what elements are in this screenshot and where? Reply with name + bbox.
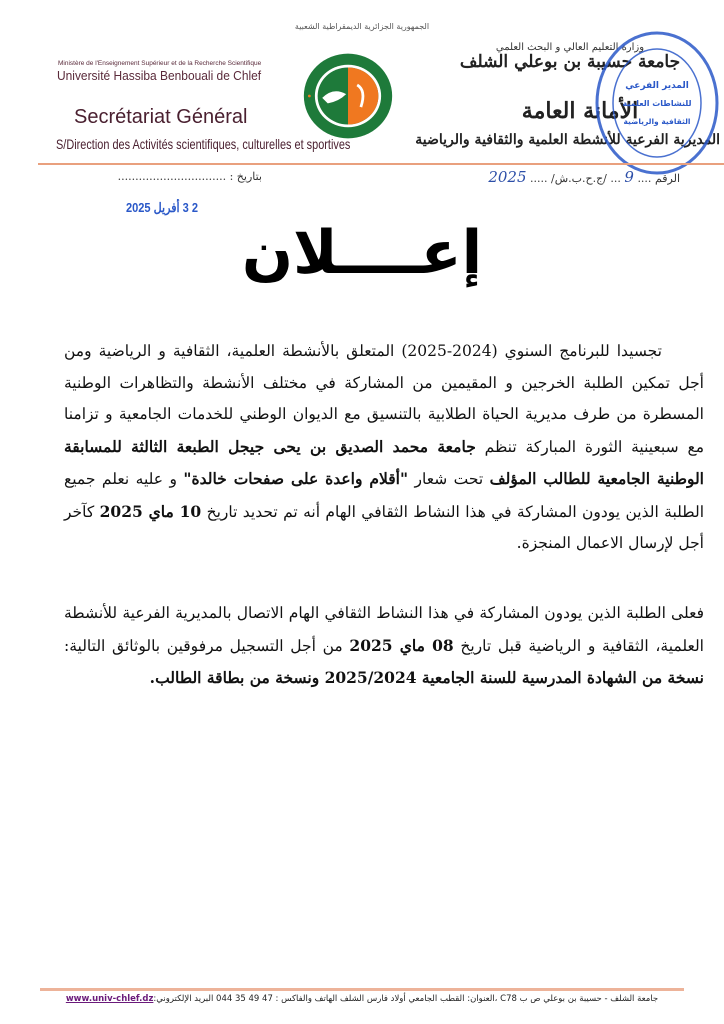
p1-slogan: "أقلام واعدة على صفحات خالدة"	[183, 469, 409, 488]
date-label: بتاريخ :	[229, 170, 262, 183]
subdirection-fr: S/Direction des Activités scientifiques, culturelles et sportives	[56, 136, 351, 152]
announcement-title: إعــــلان	[241, 218, 483, 288]
footer-divider	[40, 988, 684, 991]
reference-handwritten-number: 9	[624, 168, 634, 186]
date-field	[112, 170, 262, 183]
university-logo-icon	[302, 50, 394, 142]
republic-header: الجمهورية الجزائرية الديمقراطية الشعبية	[294, 22, 430, 31]
stamp-line-2: للنشاطات العلمية	[622, 99, 692, 108]
reference-label: الرقم	[654, 172, 680, 185]
p1-organizer: جامعة محمد الصديق بن يحى جيجل الطبعة الثالثة للمسابقة الوطنية الجامعية للطالب المؤلف	[64, 436, 704, 488]
paragraph-2	[64, 598, 704, 695]
date-dots: ...............................	[117, 170, 227, 183]
footer-address: جامعة الشلف - حسيبة بن بوعلي ص ب C78 ،العنوان: القطب الجامعي أولاد فارس الشلف الهاتف والفاكس : 47 49 35 044 البريد الإلكتروني:	[153, 994, 659, 1004]
website-link[interactable]: www.univ-chlef.dz	[65, 994, 154, 1004]
p2-required-documents: نسخة من الشهادة المدرسية للسنة الجامعية 2025/2024 ونسخة من بطاقة الطالب.	[149, 668, 704, 687]
date-stamp: 2 3 أفريل 2025	[126, 200, 198, 215]
logo-dot	[308, 95, 311, 98]
header-divider	[38, 163, 724, 165]
university-name-ar: جامعة حسيبة بن بوعلي الشلف	[459, 52, 681, 72]
p1-text-4: كآخر أجل لإرسال الاعمال المنجزة.	[64, 502, 704, 552]
paragraph-1	[64, 336, 704, 560]
reference-code: /ج.ح.ب.ش/	[551, 172, 607, 185]
p1-text-3: و عليه نعلم جميع الطلبة الذين يودون المشاركة في هذا النشاط الثقافي الهام أنه تم تحديد تاريخ	[64, 470, 704, 521]
official-stamp-icon	[595, 30, 719, 176]
reference-handwritten-year: 2025	[488, 168, 527, 186]
ministry-fr: Ministère de l'Enseignement Supérieur et de la Recherche Scientifique	[58, 60, 262, 67]
p2-text-1: فعلى الطلبة الذين يودون المشاركة في هذا النشاط الثقافي الهام الاتصال بالمديرية الفرعية للأنشطة العلمية، الثقافية و الرياضية قبل تاريخ	[64, 604, 704, 655]
p1-text-1: تجسيدا للبرنامج السنوي (2024-2025) المتعلق بالأنشطة العلمية، الثقافية و الرياضية ومن أجل تمكين الطلبة الخرجين و المقيمين من المشاركة في مختلف الأنشطة والتظاهرات الوطنية المسطرة من طرف مديرية الحياة الطلابية بالتنسيق مع الديوان الوطني للخدمات الجامعية و تزامنا مع سبعينية الثورة المباركة تنظم	[64, 342, 704, 456]
university-name-fr: Université Hassiba Benbouali de Chlef	[57, 68, 262, 83]
p2-registration-date: 08 ماي 2025	[349, 635, 454, 655]
stamp-line-3: الثقافية والرياضية	[623, 117, 691, 126]
reference-number: الرقم .... 9 ... /ج.ح.ب.ش/ ..... 2025	[488, 168, 680, 186]
secretariat-fr: Secrétariat Général	[74, 106, 248, 128]
ministry-ar: وزارة التعليم العالي و البحث العلمي	[495, 42, 645, 53]
footer	[60, 994, 664, 1004]
subdirection-ar: المديرية الفرعية للأنشطة العلمية والثقافية والرياضية	[415, 132, 720, 148]
p2-text-2: من أجل التسجيل مرفوقين بالوثائق التالية:	[64, 636, 350, 655]
stamp-line-1: المدير الفرعي	[625, 81, 689, 91]
secretariat-ar: الأمانة العامة	[521, 98, 639, 124]
p1-text-2: تحت شعار	[408, 470, 490, 488]
p1-deadline: 10 ماي 2025	[99, 501, 202, 521]
